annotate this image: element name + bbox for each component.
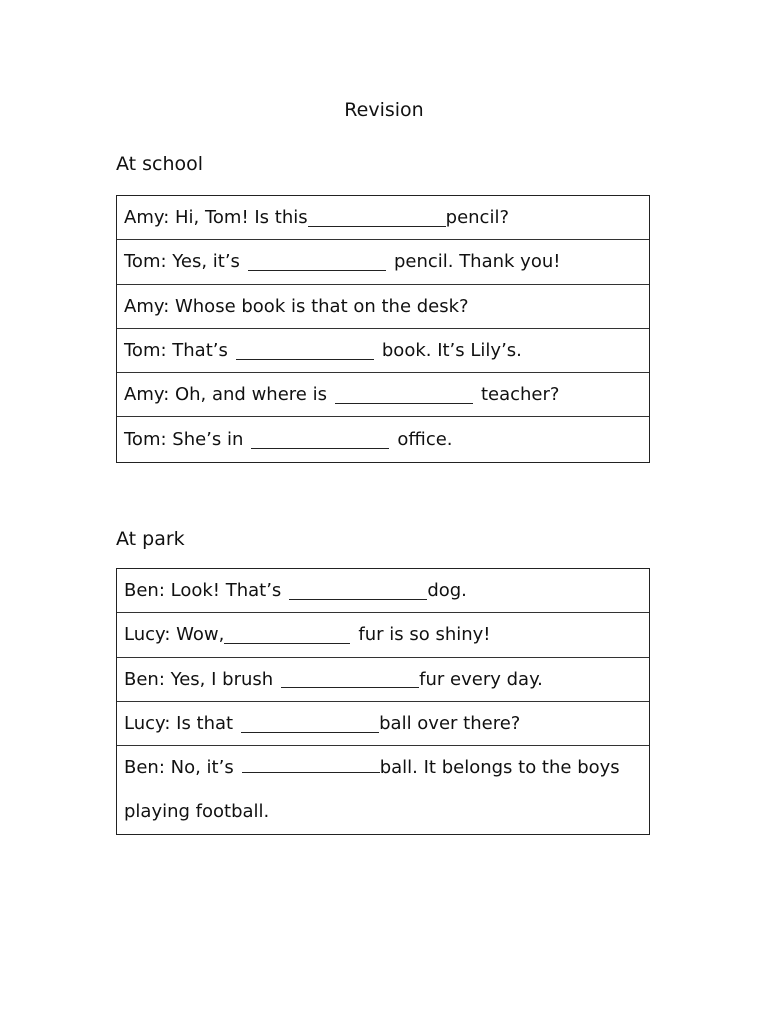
blank-line[interactable] — [251, 431, 389, 449]
row-text-before: Amy: Oh, and where is — [124, 384, 327, 406]
dialogue-row — [117, 329, 649, 373]
row-text-before: Tom: That’s — [124, 340, 228, 362]
dialogue-row — [117, 613, 649, 657]
dialogue-row — [117, 746, 649, 834]
blank-line[interactable] — [308, 209, 446, 227]
blank-line[interactable] — [242, 755, 380, 773]
dialogue-row — [117, 417, 649, 461]
dialogue-row — [117, 196, 649, 240]
row-text-after: ball. It belongs to the boys playing football. — [124, 757, 620, 823]
dialogue-row — [117, 240, 649, 284]
row-text-after: teacher? — [480, 384, 560, 406]
dialogue-row — [117, 658, 649, 702]
row-text: Amy: Whose book is that on the desk? — [124, 295, 469, 317]
blank-line[interactable] — [289, 582, 427, 600]
row-text-before: Ben: Look! That’s — [124, 580, 282, 602]
row-text-before: Ben: Yes, I brush — [124, 668, 274, 690]
blank-line[interactable] — [224, 626, 350, 644]
row-text-after: pencil. Thank you! — [393, 251, 561, 273]
row-text-after: dog. — [427, 580, 467, 602]
row-text-before: Tom: She’s in — [124, 429, 244, 451]
blank-line[interactable] — [248, 253, 386, 271]
dialogue-row — [117, 285, 649, 329]
section-heading-at-school: At school — [116, 153, 204, 175]
blank-line[interactable] — [236, 342, 374, 360]
row-text-before: Ben: No, it’s — [124, 757, 234, 779]
blank-line[interactable] — [281, 670, 419, 688]
row-text-before: Tom: Yes, it’s — [124, 251, 240, 273]
row-text-after: ball over there? — [379, 713, 521, 735]
dialogue-row — [117, 702, 649, 746]
section-heading-at-park: At park — [116, 528, 185, 550]
dialogue-box-school — [116, 195, 650, 463]
row-text-after: book. It’s Lily’s. — [381, 340, 522, 362]
blank-line[interactable] — [241, 715, 379, 733]
row-text-after: fur is so shiny! — [358, 624, 491, 646]
row-text-after: pencil? — [445, 207, 510, 229]
row-text-after: office. — [397, 429, 453, 451]
dialogue-box-park — [116, 568, 650, 835]
page-title: Revision — [344, 99, 424, 121]
dialogue-row — [117, 569, 649, 613]
row-text-before: Amy: Hi, Tom! Is this — [124, 207, 308, 229]
blank-line[interactable] — [335, 386, 473, 404]
row-text-before: Lucy: Wow, — [124, 624, 225, 646]
row-text-after: fur every day. — [419, 668, 543, 690]
dialogue-row — [117, 373, 649, 417]
row-text-before: Lucy: Is that — [124, 713, 234, 735]
